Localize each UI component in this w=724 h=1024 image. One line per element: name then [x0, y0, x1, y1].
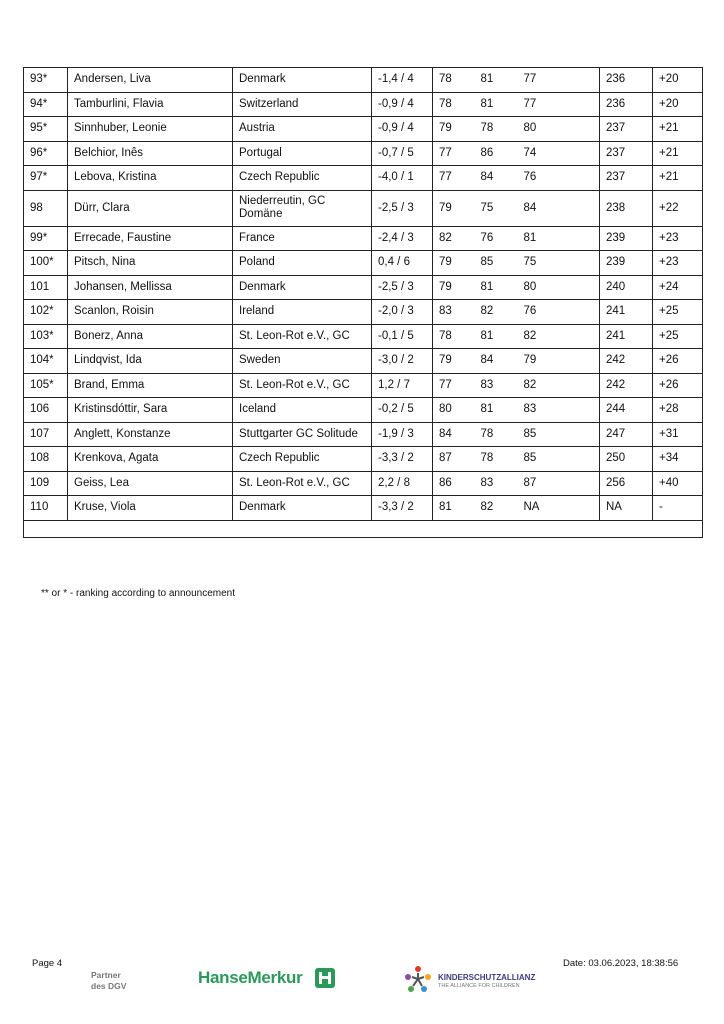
to-par: +23	[653, 251, 703, 276]
handicap: -1,4 / 4	[372, 68, 433, 93]
table-row	[24, 251, 703, 276]
handicap: -3,3 / 2	[372, 447, 433, 472]
round-1-score: 82	[433, 226, 475, 251]
total-score: 240	[600, 275, 653, 300]
rank-cell: 109	[24, 471, 68, 496]
round-3-score: 81	[518, 226, 600, 251]
round-2-score: 83	[475, 373, 518, 398]
round-2-score: 76	[475, 226, 518, 251]
player-name: Sinnhuber, Leonie	[68, 117, 233, 142]
total-score: 237	[600, 166, 653, 191]
hansemerkur-logo-icon	[314, 967, 336, 989]
country-club: Sweden	[233, 349, 372, 374]
to-par: -	[653, 496, 703, 521]
round-3-score: 76	[518, 300, 600, 325]
dgv-partner-label	[91, 970, 151, 992]
total-score: 241	[600, 300, 653, 325]
to-par: +26	[653, 349, 703, 374]
handicap: -0,9 / 4	[372, 117, 433, 142]
round-1-score: 79	[433, 117, 475, 142]
round-1-score: 77	[433, 141, 475, 166]
round-2-score: 78	[475, 422, 518, 447]
round-3-score: 80	[518, 275, 600, 300]
round-2-score: 85	[475, 251, 518, 276]
table-row	[24, 190, 703, 226]
to-par: +20	[653, 68, 703, 93]
country-club: Ireland	[233, 300, 372, 325]
player-name: Bonerz, Anna	[68, 324, 233, 349]
rank-cell: 98	[24, 190, 68, 226]
rank-cell: 102*	[24, 300, 68, 325]
round-1-score: 78	[433, 92, 475, 117]
to-par: +21	[653, 141, 703, 166]
round-1-score: 78	[433, 68, 475, 93]
player-name: Pitsch, Nina	[68, 251, 233, 276]
table-row	[24, 68, 703, 93]
total-score: NA	[600, 496, 653, 521]
total-score: 239	[600, 251, 653, 276]
total-score: 244	[600, 398, 653, 423]
to-par: +31	[653, 422, 703, 447]
player-name: Lindqvist, Ida	[68, 349, 233, 374]
rank-cell: 95*	[24, 117, 68, 142]
table-row	[24, 92, 703, 117]
country-club: Niederreutin, GC Domäne	[233, 190, 372, 226]
total-score: 236	[600, 92, 653, 117]
round-2-score: 78	[475, 117, 518, 142]
rank-cell: 100*	[24, 251, 68, 276]
round-3-score: 80	[518, 117, 600, 142]
handicap: -0,1 / 5	[372, 324, 433, 349]
player-name: Geiss, Lea	[68, 471, 233, 496]
country-club: Poland	[233, 251, 372, 276]
player-name: Kruse, Viola	[68, 496, 233, 521]
rank-cell: 106	[24, 398, 68, 423]
table-row	[24, 324, 703, 349]
partner-line-1: Partner	[91, 970, 121, 980]
page-number: Page 4	[32, 958, 63, 969]
player-name: Tamburlini, Flavia	[68, 92, 233, 117]
round-1-score: 79	[433, 275, 475, 300]
player-name: Krenkova, Agata	[68, 447, 233, 472]
kinderschutzallianz-title: KINDERSCHUTZALLIANZ	[438, 973, 536, 982]
empty-row	[24, 520, 703, 537]
country-club: Portugal	[233, 141, 372, 166]
country-club: Czech Republic	[233, 447, 372, 472]
round-3-score: 74	[518, 141, 600, 166]
country-club: St. Leon-Rot e.V., GC	[233, 373, 372, 398]
table-row	[24, 300, 703, 325]
round-3-score: 82	[518, 324, 600, 349]
round-2-score: 81	[475, 324, 518, 349]
country-club: Iceland	[233, 398, 372, 423]
table-row	[24, 226, 703, 251]
round-2-score: 86	[475, 141, 518, 166]
total-score: 236	[600, 68, 653, 93]
player-name: Lebova, Kristina	[68, 166, 233, 191]
rank-cell: 97*	[24, 166, 68, 191]
to-par: +20	[653, 92, 703, 117]
handicap: -0,9 / 4	[372, 92, 433, 117]
handicap: -2,5 / 3	[372, 190, 433, 226]
handicap: -0,7 / 5	[372, 141, 433, 166]
to-par: +21	[653, 166, 703, 191]
country-club: Denmark	[233, 68, 372, 93]
round-1-score: 77	[433, 166, 475, 191]
to-par: +25	[653, 324, 703, 349]
round-2-score: 81	[475, 68, 518, 93]
total-score: 256	[600, 471, 653, 496]
round-1-score: 79	[433, 349, 475, 374]
handicap: -0,2 / 5	[372, 398, 433, 423]
to-par: +28	[653, 398, 703, 423]
empty-cell	[24, 520, 703, 537]
player-name: Errecade, Faustine	[68, 226, 233, 251]
round-1-score: 77	[433, 373, 475, 398]
rank-cell: 103*	[24, 324, 68, 349]
handicap: -2,0 / 3	[372, 300, 433, 325]
country-club: Switzerland	[233, 92, 372, 117]
country-club: Denmark	[233, 496, 372, 521]
table-row	[24, 496, 703, 521]
country-club: St. Leon-Rot e.V., GC	[233, 324, 372, 349]
round-2-score: 82	[475, 300, 518, 325]
ranking-note: ** or * - ranking according to announcement	[41, 588, 236, 599]
handicap: 1,2 / 7	[372, 373, 433, 398]
round-3-score: 75	[518, 251, 600, 276]
country-club: Czech Republic	[233, 166, 372, 191]
rank-cell: 94*	[24, 92, 68, 117]
round-3-score: NA	[518, 496, 600, 521]
table-row	[24, 471, 703, 496]
round-1-score: 80	[433, 398, 475, 423]
table-row	[24, 398, 703, 423]
handicap: -2,4 / 3	[372, 226, 433, 251]
total-score: 242	[600, 373, 653, 398]
round-3-score: 77	[518, 68, 600, 93]
rank-cell: 110	[24, 496, 68, 521]
to-par: +22	[653, 190, 703, 226]
round-2-score: 82	[475, 496, 518, 521]
country-club: St. Leon-Rot e.V., GC	[233, 471, 372, 496]
rank-cell: 107	[24, 422, 68, 447]
round-1-score: 78	[433, 324, 475, 349]
to-par: +24	[653, 275, 703, 300]
round-1-score: 83	[433, 300, 475, 325]
handicap: -1,9 / 3	[372, 422, 433, 447]
round-2-score: 84	[475, 349, 518, 374]
total-score: 242	[600, 349, 653, 374]
round-3-score: 76	[518, 166, 600, 191]
to-par: +26	[653, 373, 703, 398]
kinderschutzallianz-subtitle: THE ALLIANCE FOR CHILDREN	[438, 983, 520, 989]
table-row	[24, 117, 703, 142]
total-score: 237	[600, 117, 653, 142]
round-1-score: 79	[433, 190, 475, 226]
table-row	[24, 349, 703, 374]
country-club: Stuttgarter GC Solitude	[233, 422, 372, 447]
round-3-score: 83	[518, 398, 600, 423]
to-par: +34	[653, 447, 703, 472]
total-score: 241	[600, 324, 653, 349]
player-name: Dürr, Clara	[68, 190, 233, 226]
total-score: 239	[600, 226, 653, 251]
player-name: Anglett, Konstanze	[68, 422, 233, 447]
round-1-score: 79	[433, 251, 475, 276]
player-name: Brand, Emma	[68, 373, 233, 398]
player-name: Scanlon, Roisin	[68, 300, 233, 325]
round-2-score: 75	[475, 190, 518, 226]
total-score: 238	[600, 190, 653, 226]
round-3-score: 82	[518, 373, 600, 398]
handicap: 2,2 / 8	[372, 471, 433, 496]
player-name: Belchior, Inês	[68, 141, 233, 166]
handicap: -2,5 / 3	[372, 275, 433, 300]
rank-cell: 99*	[24, 226, 68, 251]
table-row	[24, 447, 703, 472]
round-2-score: 83	[475, 471, 518, 496]
results-table-body	[24, 68, 703, 538]
to-par: +21	[653, 117, 703, 142]
player-name: Johansen, Mellissa	[68, 275, 233, 300]
round-3-score: 85	[518, 422, 600, 447]
round-2-score: 81	[475, 92, 518, 117]
table-row	[24, 275, 703, 300]
handicap: -3,0 / 2	[372, 349, 433, 374]
to-par: +25	[653, 300, 703, 325]
player-name: Kristinsdóttir, Sara	[68, 398, 233, 423]
handicap: -3,3 / 2	[372, 496, 433, 521]
rank-cell: 108	[24, 447, 68, 472]
round-1-score: 81	[433, 496, 475, 521]
print-date: Date: 03.06.2023, 18:38:56	[563, 958, 679, 969]
round-2-score: 78	[475, 447, 518, 472]
round-3-score: 77	[518, 92, 600, 117]
to-par: +23	[653, 226, 703, 251]
country-club: Austria	[233, 117, 372, 142]
round-1-score: 86	[433, 471, 475, 496]
partner-line-2: des DGV	[91, 981, 127, 991]
table-row	[24, 141, 703, 166]
total-score: 237	[600, 141, 653, 166]
round-1-score: 87	[433, 447, 475, 472]
handicap: 0,4 / 6	[372, 251, 433, 276]
round-1-score: 84	[433, 422, 475, 447]
round-2-score: 81	[475, 275, 518, 300]
round-2-score: 84	[475, 166, 518, 191]
results-table	[23, 67, 703, 538]
total-score: 247	[600, 422, 653, 447]
table-row	[24, 373, 703, 398]
kinderschutzallianz-logo-icon	[402, 963, 434, 995]
round-3-score: 79	[518, 349, 600, 374]
hansemerkur-logo-text: HanseMerkur	[198, 968, 303, 987]
rank-cell: 96*	[24, 141, 68, 166]
round-3-score: 84	[518, 190, 600, 226]
total-score: 250	[600, 447, 653, 472]
to-par: +40	[653, 471, 703, 496]
table-row	[24, 166, 703, 191]
player-name: Andersen, Liva	[68, 68, 233, 93]
round-3-score: 87	[518, 471, 600, 496]
rank-cell: 104*	[24, 349, 68, 374]
round-3-score: 85	[518, 447, 600, 472]
table-row	[24, 422, 703, 447]
rank-cell: 93*	[24, 68, 68, 93]
handicap: -4,0 / 1	[372, 166, 433, 191]
country-club: France	[233, 226, 372, 251]
round-2-score: 81	[475, 398, 518, 423]
country-club: Denmark	[233, 275, 372, 300]
rank-cell: 105*	[24, 373, 68, 398]
rank-cell: 101	[24, 275, 68, 300]
